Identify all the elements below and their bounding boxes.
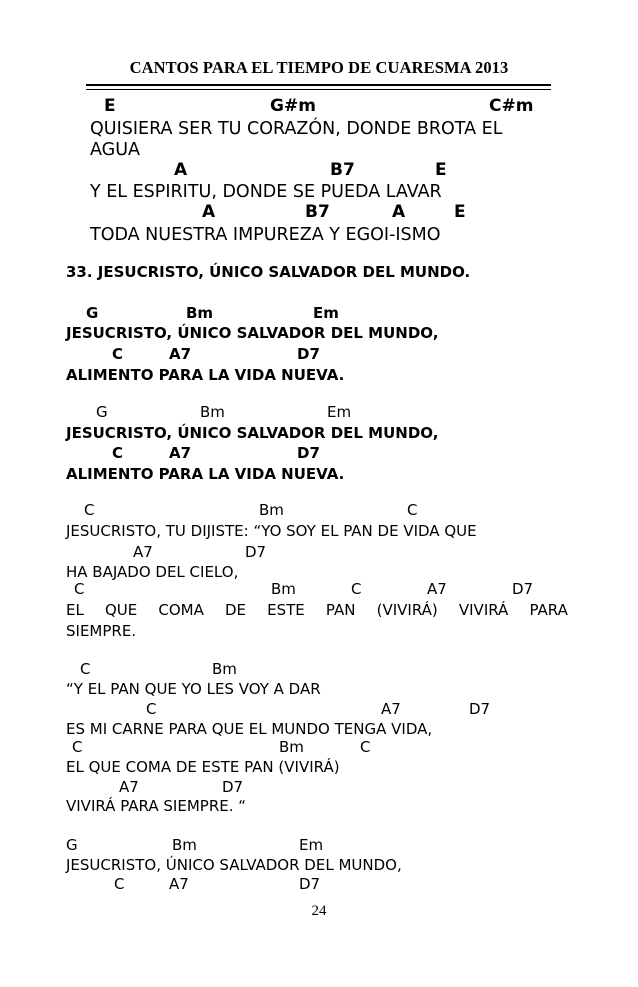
chord-E: E <box>104 96 116 116</box>
chord-D7: D7 <box>297 444 320 462</box>
chord-D7: D7 <box>297 345 320 363</box>
lyric-word: ESTE <box>267 601 305 619</box>
page-number: 24 <box>311 903 327 919</box>
justified-lyric-line <box>66 601 568 619</box>
chord-C: C <box>80 660 91 678</box>
chord-A7: A7 <box>427 580 447 598</box>
song-title: 33. JESUCRISTO, ÚNICO SALVADOR DEL MUNDO. <box>66 263 471 281</box>
chord-Bm: Bm <box>212 660 237 678</box>
chord-E: E <box>454 202 466 222</box>
chord-C: C <box>112 444 124 462</box>
chord-Bm: Bm <box>271 580 296 598</box>
lyric-line: HA BAJADO DEL CIELO, <box>66 563 239 581</box>
chord-B7: B7 <box>330 160 355 180</box>
lyric-line: QUISIERA SER TU CORAZÓN, DONDE BROTA EL <box>90 119 503 139</box>
lyric-word: EL <box>66 601 84 619</box>
lyric-line: ES MI CARNE PARA QUE EL MUNDO TENGA VIDA, <box>66 720 433 738</box>
lyric-word: (VIVIRÁ) <box>376 601 438 619</box>
chord-C: C <box>351 580 362 598</box>
lyric-word: COMA <box>158 601 204 619</box>
lyric-word: PARA <box>529 601 568 619</box>
lyric-word: VIVIRÁ <box>458 601 509 619</box>
chord-Em: Em <box>299 836 324 854</box>
chord-Em: Em <box>327 403 352 421</box>
chord-G: G <box>96 403 108 421</box>
chord-G: G <box>86 304 99 322</box>
lyric-word: DE <box>224 601 246 619</box>
chord-D7: D7 <box>512 580 534 598</box>
chord-C: C <box>146 700 157 718</box>
lyric-line: SIEMPRE. <box>66 622 137 640</box>
chord-B7: B7 <box>305 202 330 222</box>
lyric-word: QUE <box>104 601 138 619</box>
chord-A: A <box>202 202 216 222</box>
chord-A: A <box>392 202 406 222</box>
chord-C: C <box>74 580 85 598</box>
chord-Em: Em <box>313 304 339 322</box>
lyric-line: JESUCRISTO, TU DIJISTE: “YO SOY EL PAN DE VIDA QUE <box>66 522 477 540</box>
chord-C: C <box>114 875 125 893</box>
chord-A7: A7 <box>169 444 192 462</box>
chord-A: A <box>174 160 188 180</box>
chord-C: C <box>112 345 124 363</box>
chord-Bm: Bm <box>186 304 214 322</box>
chord-D7: D7 <box>299 875 321 893</box>
lyric-line: TODA NUESTRA IMPUREZA Y EGOI-ISMO <box>90 225 441 245</box>
chord-A7: A7 <box>169 345 192 363</box>
lyric-word: PAN <box>325 601 356 619</box>
chord-A7: A7 <box>119 778 139 796</box>
chord-A7: A7 <box>169 875 189 893</box>
chord-C: C <box>72 738 83 756</box>
lyric-line: ALIMENTO PARA LA VIDA NUEVA. <box>66 366 345 384</box>
chord-A7: A7 <box>133 543 153 561</box>
chord-G: G <box>66 836 78 854</box>
lyric-line: JESUCRISTO, ÚNICO SALVADOR DEL MUNDO, <box>66 856 402 874</box>
chord-Bm: Bm <box>279 738 304 756</box>
lyric-line: “Y EL PAN QUE YO LES VOY A DAR <box>66 680 321 698</box>
chord-D7: D7 <box>222 778 244 796</box>
chord-D7: D7 <box>469 700 491 718</box>
lyric-line: ALIMENTO PARA LA VIDA NUEVA. <box>66 465 345 483</box>
chord-Bm: Bm <box>172 836 197 854</box>
lyric-line: AGUA <box>90 140 141 160</box>
lyric-line: JESUCRISTO, ÚNICO SALVADOR DEL MUNDO, <box>66 324 439 342</box>
chord-D7: D7 <box>245 543 267 561</box>
lyric-line: Y EL ESPIRITU, DONDE SE PUEDA LAVAR <box>90 182 442 202</box>
lyric-line: JESUCRISTO, ÚNICO SALVADOR DEL MUNDO, <box>66 424 439 442</box>
header-rule-thick <box>86 84 551 86</box>
chord-A7: A7 <box>381 700 401 718</box>
chord-Bm: Bm <box>259 501 284 519</box>
lyric-line: EL QUE COMA DE ESTE PAN (VIVIRÁ) <box>66 758 340 776</box>
lyric-line: VIVIRÁ PARA SIEMPRE. “ <box>66 797 247 815</box>
chord-C: C <box>407 501 418 519</box>
chord-C: C <box>84 501 95 519</box>
chord-Bm: Bm <box>200 403 225 421</box>
header-rule-thin <box>86 89 551 90</box>
chord-Csm: C#m <box>489 96 534 116</box>
chord-E: E <box>435 160 447 180</box>
chord-Gsm: G#m <box>270 96 316 116</box>
page-header: CANTOS PARA EL TIEMPO DE CUARESMA 2013 <box>129 58 509 77</box>
chord-C: C <box>360 738 371 756</box>
